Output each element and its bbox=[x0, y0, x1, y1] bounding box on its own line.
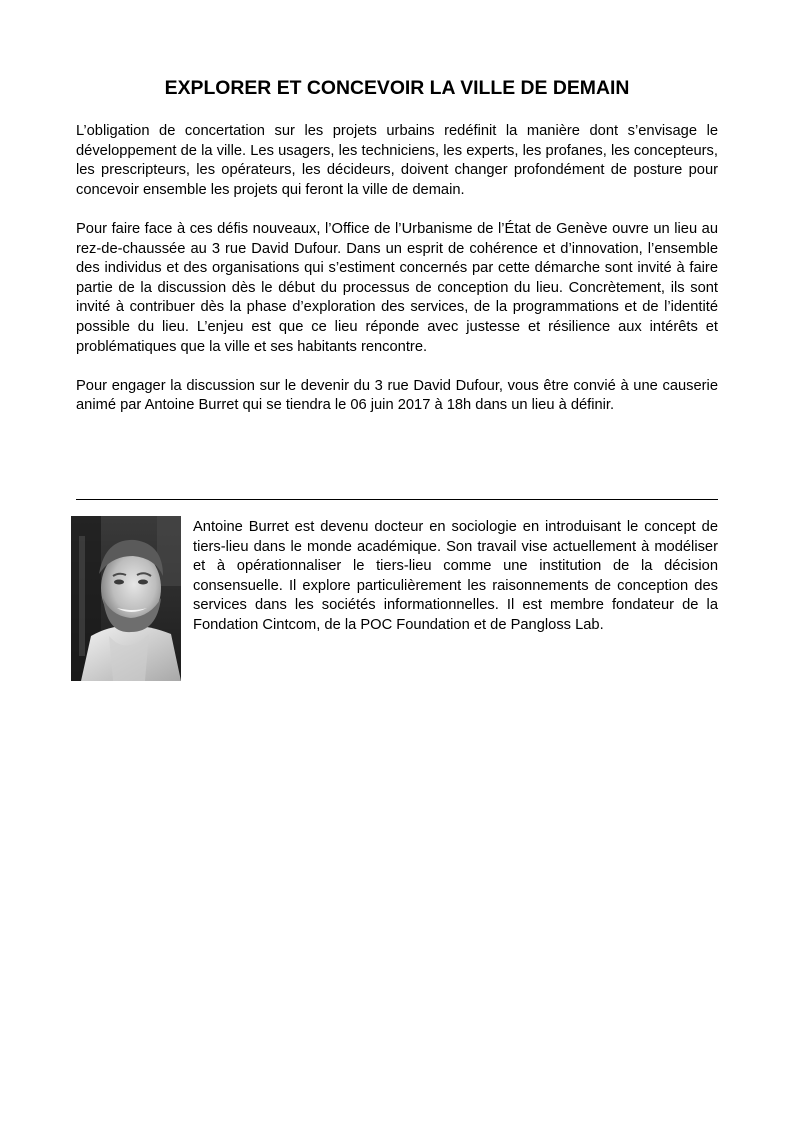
portrait-photo bbox=[71, 516, 181, 681]
portrait-illustration bbox=[71, 516, 181, 681]
paragraph-office: Pour faire face à ces défis nouveaux, l’Office de l’Urbanisme de l’État de Genève ouvre un lieu au rez-de-chaussée au 3 rue David Dufour. Dans un esprit de cohérence et d’innovation, l’ensemble des individus et des organisations qui s’estiment concernés par cette démarche sont invité à faire partie de la discussion dès le début du processus de conception du lieu. Concrètement, ils sont invité à contribuer dès la phase d’exploration des services, de la programmations et de l’identité possible du lieu. L’enjeu est que ce lieu réponde avec justesse et résilience aux intérêts et problématiques que la ville et ses habitants rencontre. bbox=[76, 220, 718, 355]
body-text bbox=[76, 122, 718, 436]
page-title: EXPLORER ET CONCEVOIR LA VILLE DE DEMAIN bbox=[164, 77, 630, 99]
paragraph-intro: L’obligation de concertation sur les projets urbains redéfinit la manière dont s’envisage le développement de la ville. Les usagers, les techniciens, les experts, les profanes, les concepteurs, les prescripteurs, les opérateurs, les décideurs, doivent changer profondément de posture pour concevoir ensemble les projets qui feront la ville de demain. bbox=[76, 123, 718, 198]
bio-paragraph: Antoine Burret est devenu docteur en sociologie en introduisant le concept de tiers-lieu dans le monde académique. Son travail vise actuellement à modéliser et à opérationnaliser le tiers-lieu comme une institution de la décision consensuelle. Il explore particulièrement les raisonnements de conception des services dans les sociétés informationnelles. Il est membre fondateur de la Fondation Cintcom, de la POC Foundation et de Pangloss Lab. bbox=[193, 519, 718, 633]
paragraph-invitation: Pour engager la discussion sur le devenir du 3 rue David Dufour, vous être convié à une causerie animé par Antoine Burret qui se tiendra le 06 juin 2017 à 18h dans un lieu à définir. bbox=[76, 377, 718, 414]
section-divider bbox=[76, 499, 718, 500]
